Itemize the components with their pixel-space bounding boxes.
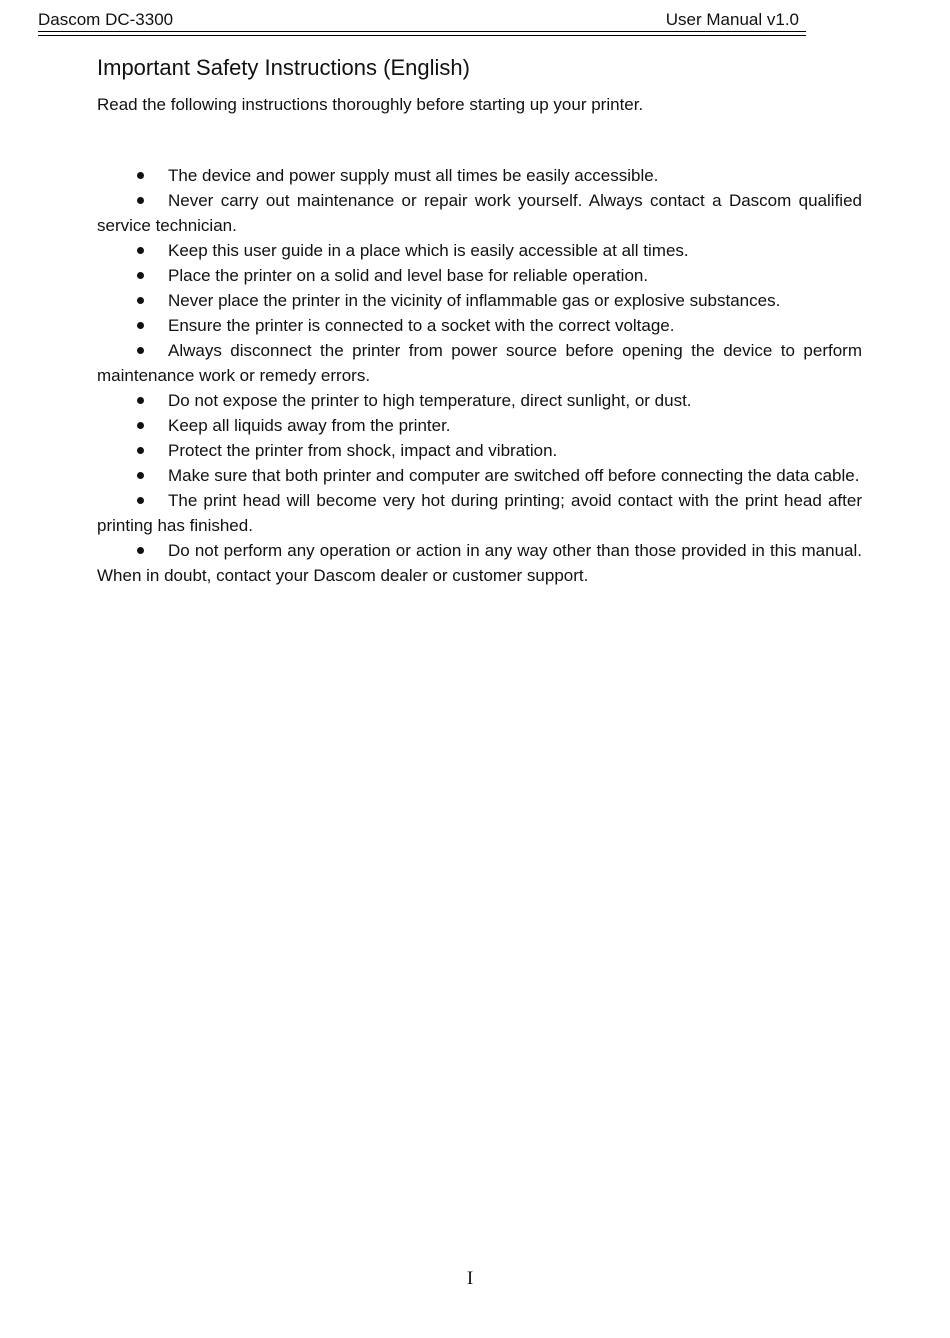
section-title: Important Safety Instructions (English) (97, 55, 470, 80)
list-item-text: Never carry out maintenance or repair work yourself. Always contact a Dascom qualified service technician. (97, 191, 862, 235)
list-item-text: Never place the printer in the vicinity of inflammable gas or explosive substances. (168, 291, 781, 310)
bullet-icon (137, 263, 168, 288)
bullet-icon (137, 238, 168, 263)
header-rule-top (38, 31, 806, 32)
list-item (97, 463, 862, 488)
bullet-icon (137, 388, 168, 413)
bullet-icon (137, 188, 168, 213)
list-item-text: Keep all liquids away from the printer. (168, 416, 451, 435)
bullet-icon (137, 163, 168, 188)
list-item (97, 538, 862, 588)
list-item (97, 438, 862, 463)
list-item-text: Place the printer on a solid and level base for reliable operation. (168, 266, 649, 285)
list-item-text: Do not perform any operation or action in any way other than those provided in this manual. When in doubt, contact your Dascom dealer or customer support. (97, 541, 862, 585)
bullet-icon (137, 488, 168, 513)
header-rule-bottom (38, 35, 806, 36)
bullet-icon (137, 413, 168, 438)
list-item (97, 163, 862, 188)
list-item-text: The print head will become very hot during printing; avoid contact with the print head after printing has finished. (97, 491, 862, 535)
bullet-icon (137, 313, 168, 338)
list-item-text: Protect the printer from shock, impact and vibration. (168, 441, 558, 460)
list-item (97, 188, 862, 238)
list-item-text: Keep this user guide in a place which is easily accessible at all times. (168, 241, 689, 260)
list-item (97, 413, 862, 438)
bullet-icon (137, 288, 168, 313)
list-item (97, 263, 862, 288)
list-item-text: The device and power supply must all times be easily accessible. (168, 166, 659, 185)
list-item-text: Always disconnect the printer from power source before opening the device to perform maintenance work or remedy errors. (97, 341, 862, 385)
list-item-text: Ensure the printer is connected to a socket with the correct voltage. (168, 316, 675, 335)
bullet-icon (137, 538, 168, 563)
safety-instructions-list (97, 163, 862, 588)
header-product-name: Dascom DC-3300 (38, 10, 174, 29)
list-item (97, 338, 862, 388)
list-item-text: Do not expose the printer to high temperature, direct sunlight, or dust. (168, 391, 692, 410)
bullet-icon (137, 338, 168, 363)
list-item (97, 388, 862, 413)
list-item (97, 313, 862, 338)
list-item-text: Make sure that both printer and computer are switched off before connecting the data cable. (168, 466, 860, 485)
header-manual-version: User Manual v1.0 (665, 10, 799, 29)
bullet-icon (137, 438, 168, 463)
intro-paragraph: Read the following instructions thoroughly before starting up your printer. (97, 95, 644, 114)
bullet-icon (137, 463, 168, 488)
page-number: I (466, 1268, 474, 1289)
list-item (97, 288, 862, 313)
page-header (38, 8, 806, 32)
list-item (97, 238, 862, 263)
list-item (97, 488, 862, 538)
